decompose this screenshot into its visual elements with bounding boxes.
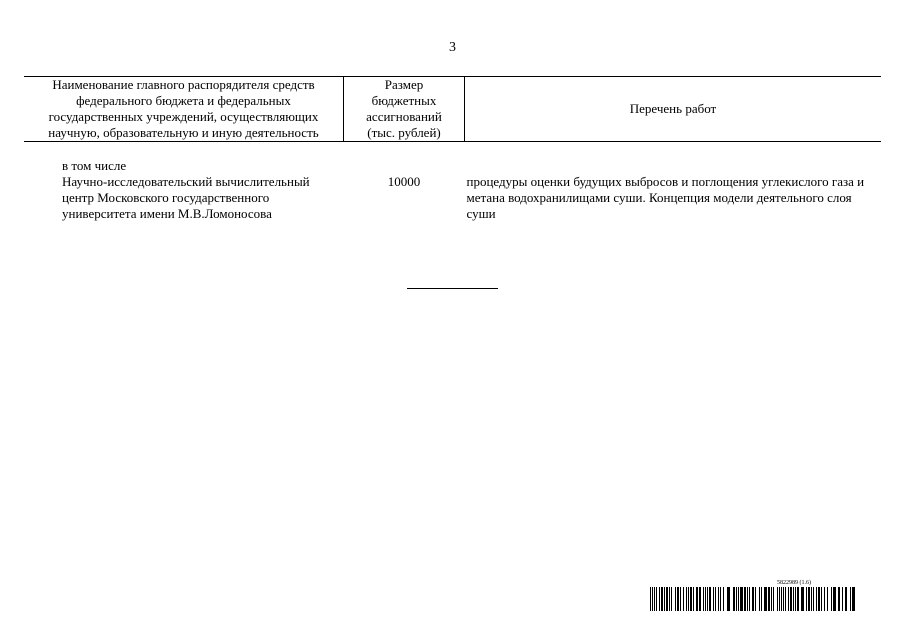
header-org — [24, 77, 344, 142]
barcode-code: 5822989 (1.6) — [777, 580, 811, 586]
spacer-row — [24, 142, 881, 159]
header-org-text: Наименование главного распорядителя средств федерального бюджета и федеральных государственных учреждений, осуществляющих научную, образовательную и иную деятельность — [48, 77, 319, 140]
header-works — [465, 77, 882, 142]
allocation-table — [24, 76, 881, 222]
table-header-row — [24, 77, 881, 142]
intro-row — [24, 158, 881, 174]
barcode — [650, 580, 856, 612]
page-number: 3 — [449, 40, 456, 55]
header-amount-text: Размер бюджетных ассигнований (тыс. рублей) — [366, 77, 442, 140]
allocation-table-wrap — [24, 76, 881, 222]
row-amount: 10000 — [387, 174, 421, 189]
header-amount — [344, 77, 465, 142]
intro-text: в том числе — [62, 158, 127, 173]
row-works: процедуры оценки будущих выбросов и поглощения углекислого газа и метана водохранилищами суши. Концепция модели деятельного слоя суши — [466, 174, 865, 221]
header-works-text: Перечень работ — [629, 101, 717, 116]
row-org: Научно-исследовательский вычислительный центр Московского государственного университета имени М.В.Ломоносова — [62, 174, 310, 221]
barcode-icon — [650, 587, 856, 611]
table-row — [24, 174, 881, 222]
end-separator-line — [407, 288, 498, 289]
